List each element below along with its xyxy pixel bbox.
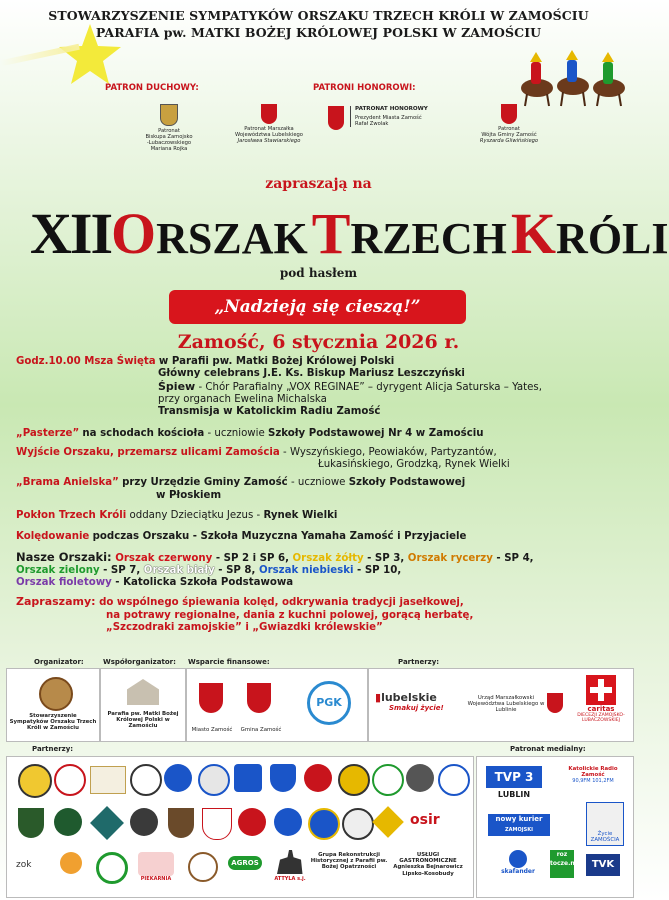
organizer-label: Organizator:	[34, 658, 84, 666]
patron-marshal: Patronat Marszałka Województwa Lubelskiego Jarosława Stawiarskiego	[235, 104, 303, 144]
church-logo-icon	[127, 679, 159, 705]
attyla-label: ATTYLA s.j.	[274, 876, 306, 882]
grupa-text: Grupa Rekonstrukcji Historycznej z Parafii pw. Bożej Opatrzności	[310, 852, 388, 871]
coorganizer-box: Parafia pw. Matki Bożej Królowej Polski w Zamościu	[100, 668, 186, 742]
partner-logo-icon	[54, 764, 86, 796]
orszak-name: Orszak niebieski	[258, 564, 354, 576]
partner-logos	[12, 764, 468, 892]
partner-logo-icon	[18, 764, 52, 798]
roztocze-logo: roz tocze.net	[550, 850, 574, 878]
partner-logo-icon	[90, 766, 126, 794]
partner-logo-icon	[234, 764, 262, 792]
coorganizer-label: Współorganizator:	[103, 658, 176, 666]
program: Godz.10.00 Msza Święta w Parafii pw. Matki Bożej Królowej Polski Główny celebrans J.E. Ks. Biskup Mariusz Leszczyński Śpiew - Chór Parafialny „VOX REGINAE” – dyrygent Alicja Saturska – Yates, przy organach Ewelina Michalska Transmisja w Katolickim Radiu Zamość „Pasterze” na schodach kościoła - uczniowie Szkoły Podstawowej Nr 4 w Zamościu Wyjście Orszaku, przemarsz ulicami Zamościa - Wyszyńskiego, Peowiaków, Partyzantów, Łukasińskiego, Grodzką, Rynek Wielki „Brama Anielska” przy Urzędzie Gminy Zamość - uczniowe Szkoły Podstawowej w Płoskiem Pokłon Trzech Króli oddany Dzieciątku Jezus - Rynek Wielki Kolędowanie podczas Orszaku - Szkoła Muzyczna Yamaha Zamość i Przyjaciele Nasze Orszaki: Orszak czerwony - SP 2 i SP 6, Orszak żółty - SP 3, Orszak rycerzy - SP 4, Orszak zielony - SP 7, Orszak biały - SP 8, Orszak niebieski - SP 10, Orszak fioletowy - Katolicka Szkoła Podstawowa Zapraszamy: do wspólnego śpiewania kolęd, odkrywania tradycji jasełkowej, na potrawy regionalne, dania z kuchni polowej, gorącą herbatę, „Szczodraki zamojskie” i „Gwiazdki królewskie”	[16, 356, 626, 634]
orszak-name: Orszak czerwony	[115, 552, 213, 564]
partner-logo-icon	[164, 764, 192, 792]
partners-label: Partnerzy:	[398, 658, 440, 666]
gmina-logo-icon	[247, 683, 271, 713]
slogan-banner: „Nadzieją się cieszą!”	[169, 290, 466, 324]
uslugi-text: USŁUGI GASTRONOMICZNE Agnieszka Bejnarowicz Lipsko-Kosobudy	[393, 852, 463, 877]
tvk-logo: TVK	[586, 854, 620, 876]
partner-logo-icon	[274, 808, 302, 836]
partner-logo-icon	[198, 764, 230, 796]
zok-logo: zok	[16, 860, 32, 870]
pod-haslem: pod hasłem	[279, 266, 358, 280]
patron-president: PATRONAT HONOROWY Prezydent Miasta Zamość Rafał Zwolak	[328, 106, 448, 127]
partner-logo-icon	[338, 764, 370, 796]
kurier-logo: nowy kurier ZAMOJSKI	[488, 814, 550, 836]
orszaki: Nasze Orszaki: Orszak czerwony - SP 2 i SP 6, Orszak żółty - SP 3, Orszak rycerzy - SP 4, Orszak zielony - SP 7, Orszak biały - SP 8, Orszak niebieski - SP 10, Orszak fioletowy - Katolicka Szkoła Podstawowa	[16, 549, 534, 589]
partner-logo-icon	[202, 808, 232, 840]
partner-logo-icon	[130, 764, 162, 796]
piekarnia-logo	[138, 852, 174, 876]
lubelskie-logo: ▮lubelskie Smakuj życie!	[375, 691, 444, 712]
zamosc-crest-icon	[328, 106, 344, 130]
orszak-name: Orszak fioletowy	[16, 577, 112, 589]
patron-wojt: Patronat Wójta Gminy Zamość Ryszarda Gliwińskiego	[478, 104, 540, 144]
orszak-name: Orszak zielony	[16, 564, 100, 576]
three-kings-icon	[515, 48, 633, 108]
miasto-crest-icon	[199, 683, 223, 713]
finance-label: Wsparcie finansowe:	[188, 658, 270, 666]
partner-logo-icon	[130, 808, 158, 836]
partner-logo-icon	[372, 806, 404, 838]
skafander-logo: skafander	[496, 850, 540, 875]
partner-logo-icon	[54, 808, 82, 836]
lubelskie-crest-icon	[261, 104, 277, 124]
orszak-name: Orszak rycerzy	[407, 552, 493, 564]
event-date: Zamość, 6 stycznia 2026 r.	[177, 331, 460, 353]
media-logos	[482, 766, 628, 890]
partner-logo-icon	[18, 808, 44, 838]
orszak-name: Orszak biały	[143, 564, 215, 576]
patron-spiritual-label: PATRON DUCHOWY:	[105, 83, 199, 93]
header-line-1: STOWARZYSZENIE SYMPATYKÓW ORSZAKU TRZECH KRÓLI W ZAMOŚCIU	[48, 8, 589, 23]
urzad-crest-icon	[547, 693, 563, 713]
partner-logo-icon	[168, 808, 194, 838]
partner-logo-icon	[270, 764, 296, 792]
partner-logo-icon	[304, 764, 332, 792]
main-title: XIIORSZAK TRZECH KRÓLI	[30, 201, 669, 266]
partner-logo-icon	[438, 764, 470, 796]
partner-logo-icon	[342, 808, 374, 840]
partners-box: ▮lubelskie Smakuj życie! Urząd Marszałkowski Województwa Lubelskiego w Lublinie caritas DIECEZJI ZAMOJSKO-LUBACZOWSKIEJ	[368, 668, 634, 742]
partner-logo-icon	[238, 808, 266, 836]
header-line-2: PARAFIA pw. MATKI BOŻEJ KRÓLOWEJ POLSKI W ZAMOŚCIU	[95, 25, 542, 40]
partner-logo-icon	[308, 808, 340, 840]
organizer-logo-icon	[39, 677, 73, 711]
media-label: Patronat medialny:	[510, 745, 586, 753]
agros-logo: AGROS	[228, 856, 262, 870]
partner-logo-icon	[90, 806, 124, 840]
piekarnia-label: PIEKARNIA	[140, 876, 172, 882]
radio-logo: Katolickie Radio Zamość 90,9FM 101,2FM	[568, 766, 618, 784]
partner-logo-icon	[406, 764, 434, 792]
partner-logo-icon	[60, 852, 82, 874]
caritas-logo: caritas DIECEZJI ZAMOJSKO-LUBACZOWSKIEJ	[575, 675, 627, 723]
patron-bishop: Patronat Biskupa Zamojsko -Lubaczowskiego Mariana Rojka	[140, 104, 198, 152]
gmina-crest-icon	[501, 104, 517, 124]
partner-logo-icon	[96, 852, 128, 884]
partner-logo-icon	[188, 852, 218, 882]
orszak-name: Orszak żółty	[292, 552, 364, 564]
patron-honorary-label: PATRONI HONOROWI:	[313, 83, 416, 93]
partners2-label: Partnerzy:	[32, 745, 74, 753]
bishop-crest-icon	[160, 104, 178, 126]
zycie-logo: Życie ZAMOŚCIA	[586, 802, 624, 846]
osir-logo: osir	[410, 812, 440, 828]
partner-logo-icon	[372, 764, 404, 796]
horse-rider-icon	[274, 850, 304, 874]
tvp-lublin-label: LUBLIN	[497, 790, 531, 799]
pgk-logo-icon: PGK	[307, 681, 351, 725]
finance-box: Miasto Zamość Gmina Zamość PGK	[186, 668, 368, 742]
tvp3-logo: TVP 3	[486, 766, 542, 788]
organizer-box: Stowarzyszenie Sympatyków Orszaku Trzech Króli w Zamościu	[6, 668, 100, 742]
invite-text: zapraszają na	[265, 176, 372, 192]
